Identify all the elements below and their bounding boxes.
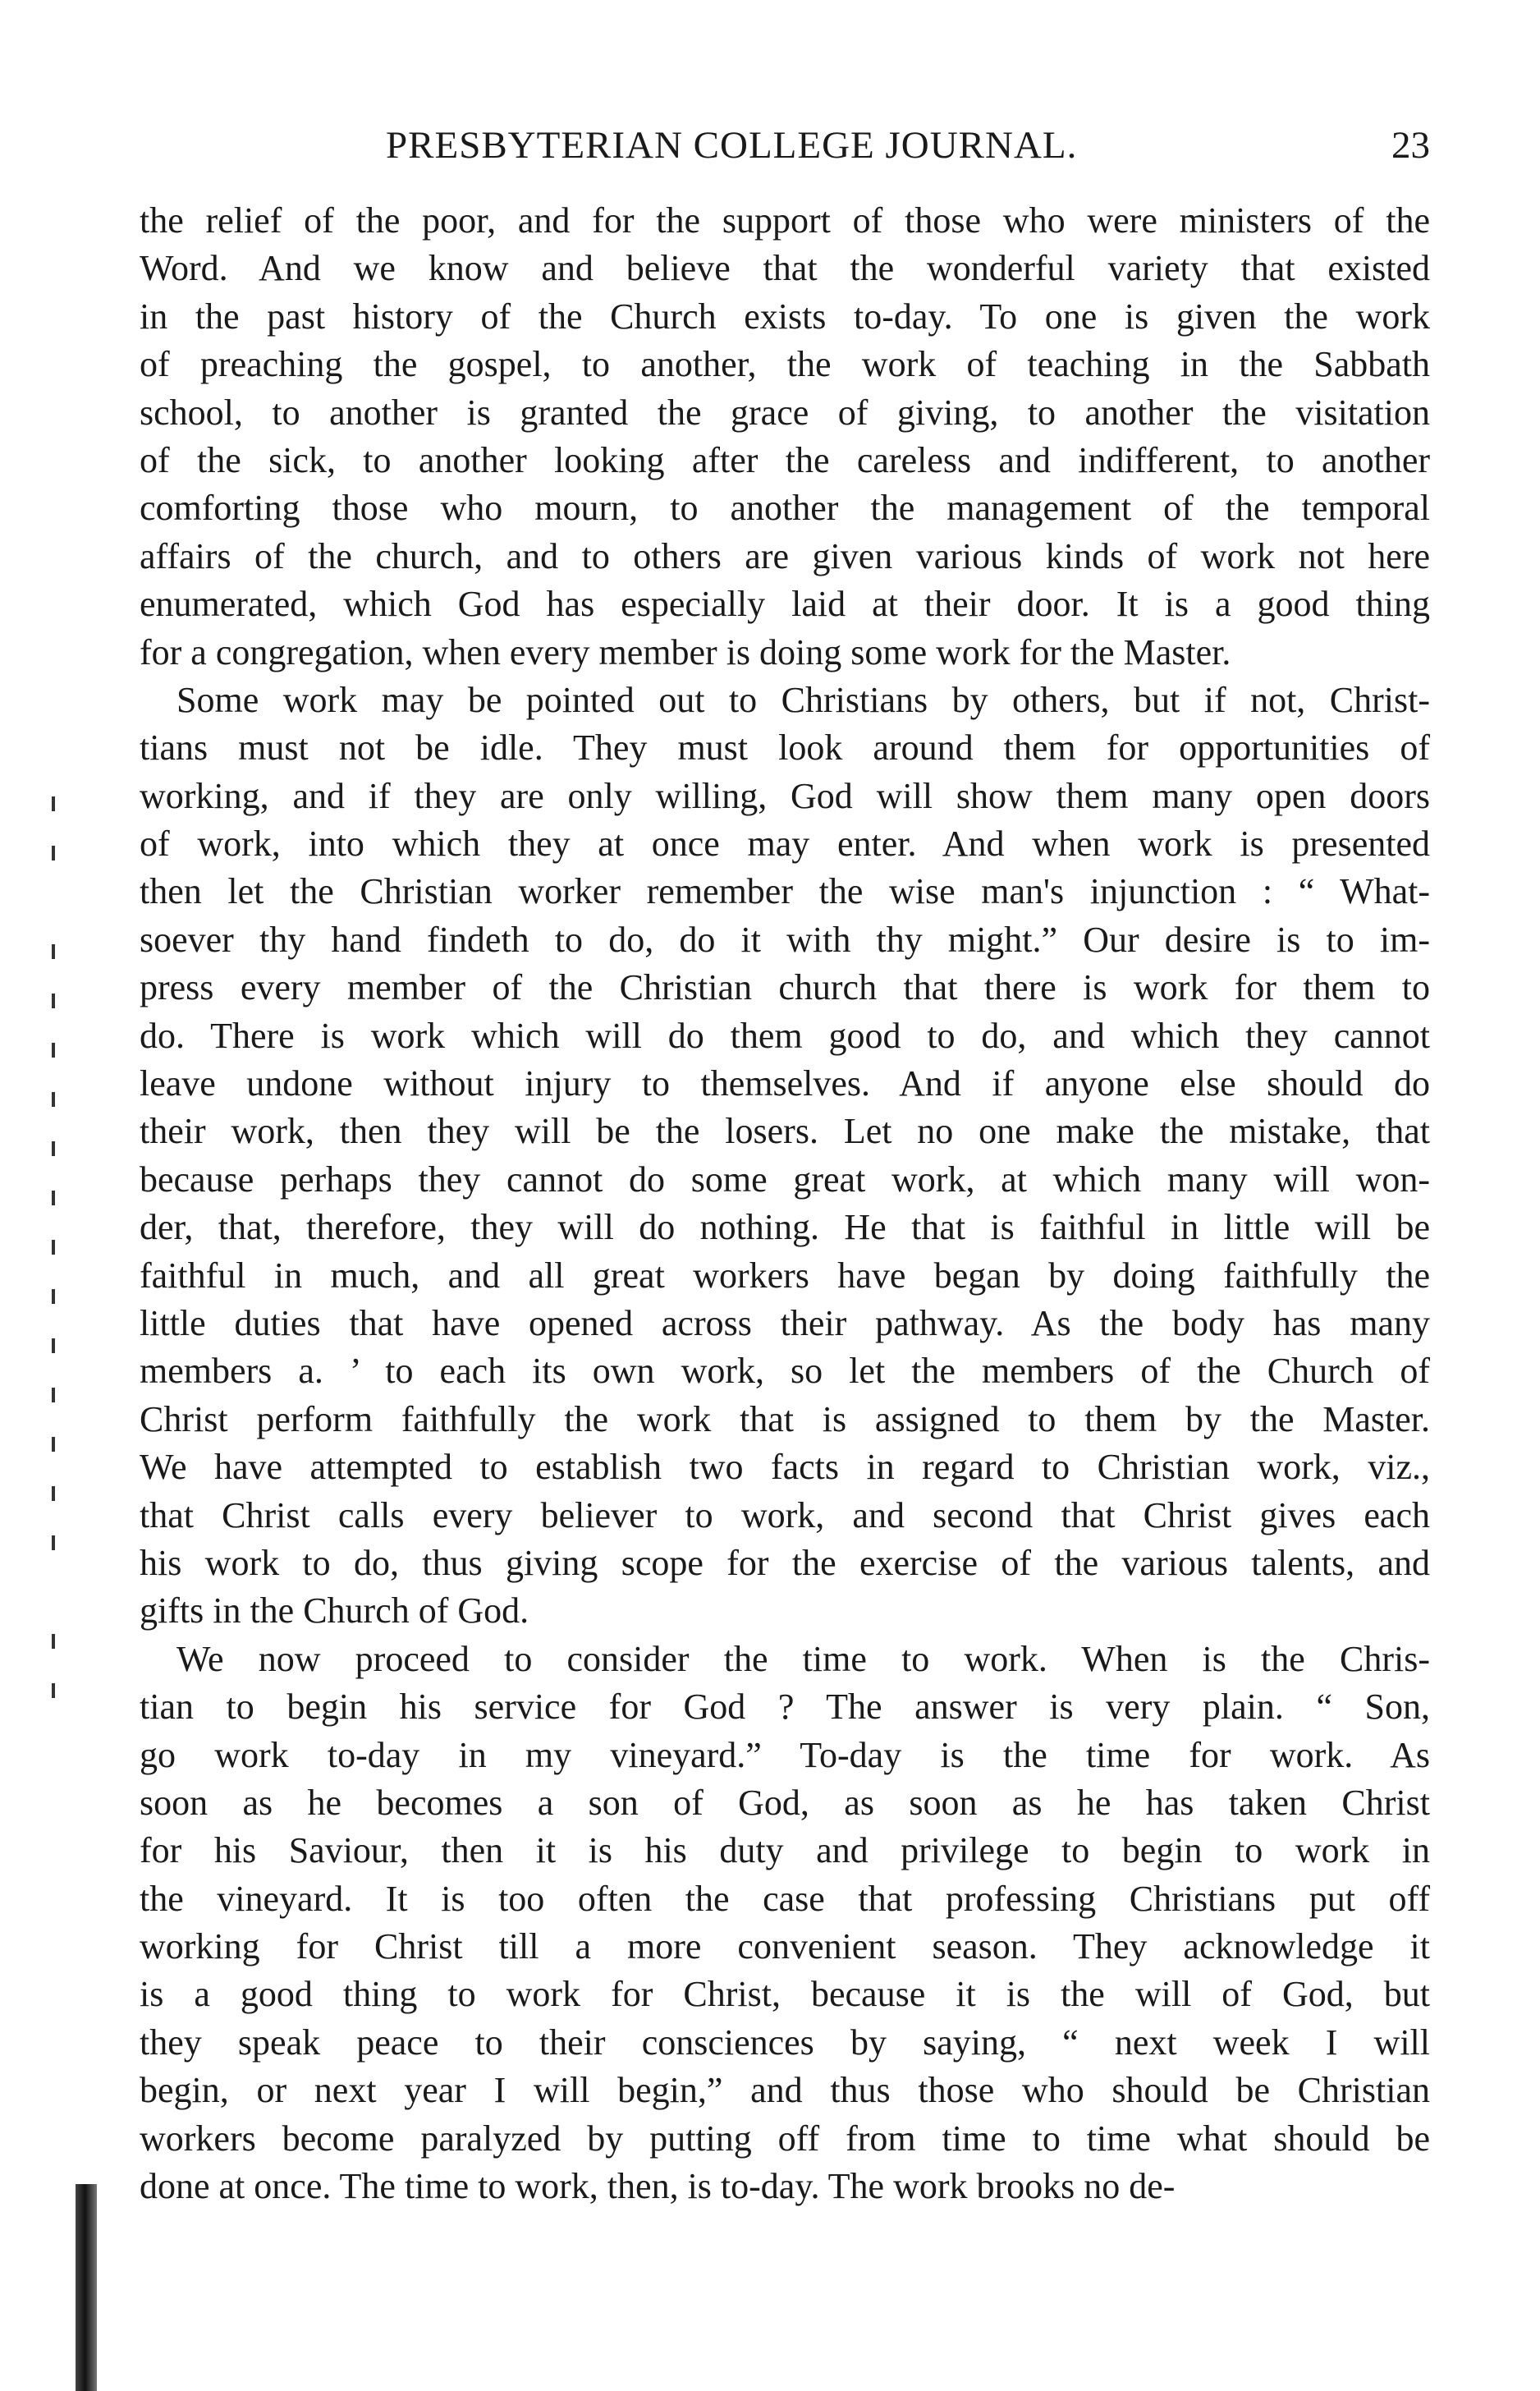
text-line: do. There is work which will do them good to do, and which they cannot xyxy=(140,1015,1430,1056)
bleed-mark xyxy=(52,1388,55,1402)
text-line: for his Saviour, then it is his duty and privilege to begin to work in xyxy=(140,1830,1430,1871)
binding-edge-shadow xyxy=(76,2184,97,2391)
gutter-bleed-marks xyxy=(45,788,78,1938)
text-line: press every member of the Christian church that there is work for them to xyxy=(140,967,1430,1008)
text-line: done at once. The time to work, then, is to-day. The work brooks no de- xyxy=(140,2166,1176,2207)
bleed-mark xyxy=(52,1486,55,1501)
bleed-mark xyxy=(52,1240,55,1255)
text-line: that Christ calls every believer to work, and second that Christ gives each xyxy=(140,1494,1430,1535)
text-line: their work, then they will be the losers. Let no one make the mistake, that xyxy=(140,1111,1430,1152)
text-line: tian to begin his service for God ? The answer is very plain. “ Son, xyxy=(140,1687,1430,1728)
text-line: school, to another is granted the grace of giving, to another the visitation xyxy=(140,392,1430,433)
text-line: working for Christ till a more convenient season. They acknowledge it xyxy=(140,1926,1430,1967)
text-line: in the past history of the Church exists to-day. To one is given the work xyxy=(140,296,1430,337)
page-header xyxy=(140,123,1430,181)
text-line: the vineyard. It is too often the case that professing Christians put off xyxy=(140,1878,1430,1919)
bleed-mark xyxy=(52,1338,55,1353)
text-line: members a. ’ to each its own work, so let the members of the Church of xyxy=(140,1351,1430,1392)
text-line: We have attempted to establish two facts in regard to Christian work, viz., xyxy=(140,1447,1430,1488)
text-line: leave undone without injury to themselves. And if anyone else should do xyxy=(140,1063,1430,1104)
text-line: Some work may be pointed out to Christians by others, but if not, Christ- xyxy=(176,679,1430,720)
bleed-mark xyxy=(52,944,55,959)
bleed-mark xyxy=(52,796,55,811)
text-line: gifts in the Church of God. xyxy=(140,1590,529,1631)
text-line: workers become paralyzed by putting off from time to time what should be xyxy=(140,2118,1430,2159)
page-number: 23 xyxy=(1391,124,1430,167)
text-line: they speak peace to their consciences by saying, “ next week I will xyxy=(140,2022,1430,2063)
text-line: faithful in much, and all great workers have began by doing faithfully the xyxy=(140,1255,1430,1296)
text-line: because perhaps they cannot do some great work, at which many will won- xyxy=(140,1159,1430,1200)
text-line: der, that, therefore, they will do nothing. He that is faithful in little will be xyxy=(140,1207,1430,1248)
text-line: comforting those who mourn, to another the management of the temporal xyxy=(140,488,1430,529)
text-line: of the sick, to another looking after the careless and indifferent, to another xyxy=(140,439,1430,480)
bleed-mark xyxy=(52,1092,55,1107)
text-line: little duties that have opened across their pathway. As the body has many xyxy=(140,1302,1430,1343)
text-line: soever thy hand findeth to do, do it with thy might.” Our desire is to im- xyxy=(140,919,1430,960)
text-line: soon as he becomes a son of God, as soon as he has taken Christ xyxy=(140,1782,1430,1823)
bleed-mark xyxy=(52,1437,55,1452)
text-line: Word. And we know and believe that the wonderful variety that existed xyxy=(140,248,1430,289)
text-line: his work to do, thus giving scope for the exercise of the various talents, and xyxy=(140,1542,1430,1583)
bleed-mark xyxy=(52,1191,55,1205)
bleed-mark xyxy=(52,846,55,860)
bleed-mark xyxy=(52,1535,55,1550)
bleed-mark xyxy=(52,1141,55,1156)
text-line: tians must not be idle. They must look around them for opportunities of xyxy=(140,727,1430,769)
bleed-mark xyxy=(52,1634,55,1649)
text-line: enumerated, which God has especially laid at their door. It is a good thing xyxy=(140,584,1430,625)
text-line: of work, into which they at once may enter. And when work is presented xyxy=(140,824,1430,865)
bleed-mark xyxy=(52,1043,55,1058)
text-line: go work to-day in my vineyard.” To-day is the time for work. As xyxy=(140,1734,1430,1775)
text-line: is a good thing to work for Christ, because it is the will of God, but xyxy=(140,1974,1430,2015)
running-head: PRESBYTERIAN COLLEGE JOURNAL. xyxy=(386,124,1078,167)
text-line: for a congregation, when every member is doing some work for the Master. xyxy=(140,631,1231,672)
bleed-mark xyxy=(52,994,55,1008)
text-line: the relief of the poor, and for the support of those who were ministers of the xyxy=(140,200,1430,241)
bleed-mark xyxy=(52,1683,55,1698)
text-line: working, and if they are only willing, God will show them many open doors xyxy=(140,775,1430,816)
text-line: We now proceed to consider the time to work. When is the Chris- xyxy=(176,1638,1430,1679)
text-line: Christ perform faithfully the work that is assigned to them by the Master. xyxy=(140,1398,1430,1439)
bleed-mark xyxy=(52,1289,55,1304)
body-text xyxy=(140,197,1430,2210)
text-line: then let the Christian worker remember the wise man's injunction : “ What- xyxy=(140,871,1430,912)
text-line: affairs of the church, and to others are given various kinds of work not here xyxy=(140,535,1430,576)
text-line: of preaching the gospel, to another, the work of teaching in the Sabbath xyxy=(140,344,1430,385)
text-line: begin, or next year I will begin,” and thus those who should be Christian xyxy=(140,2070,1430,2111)
